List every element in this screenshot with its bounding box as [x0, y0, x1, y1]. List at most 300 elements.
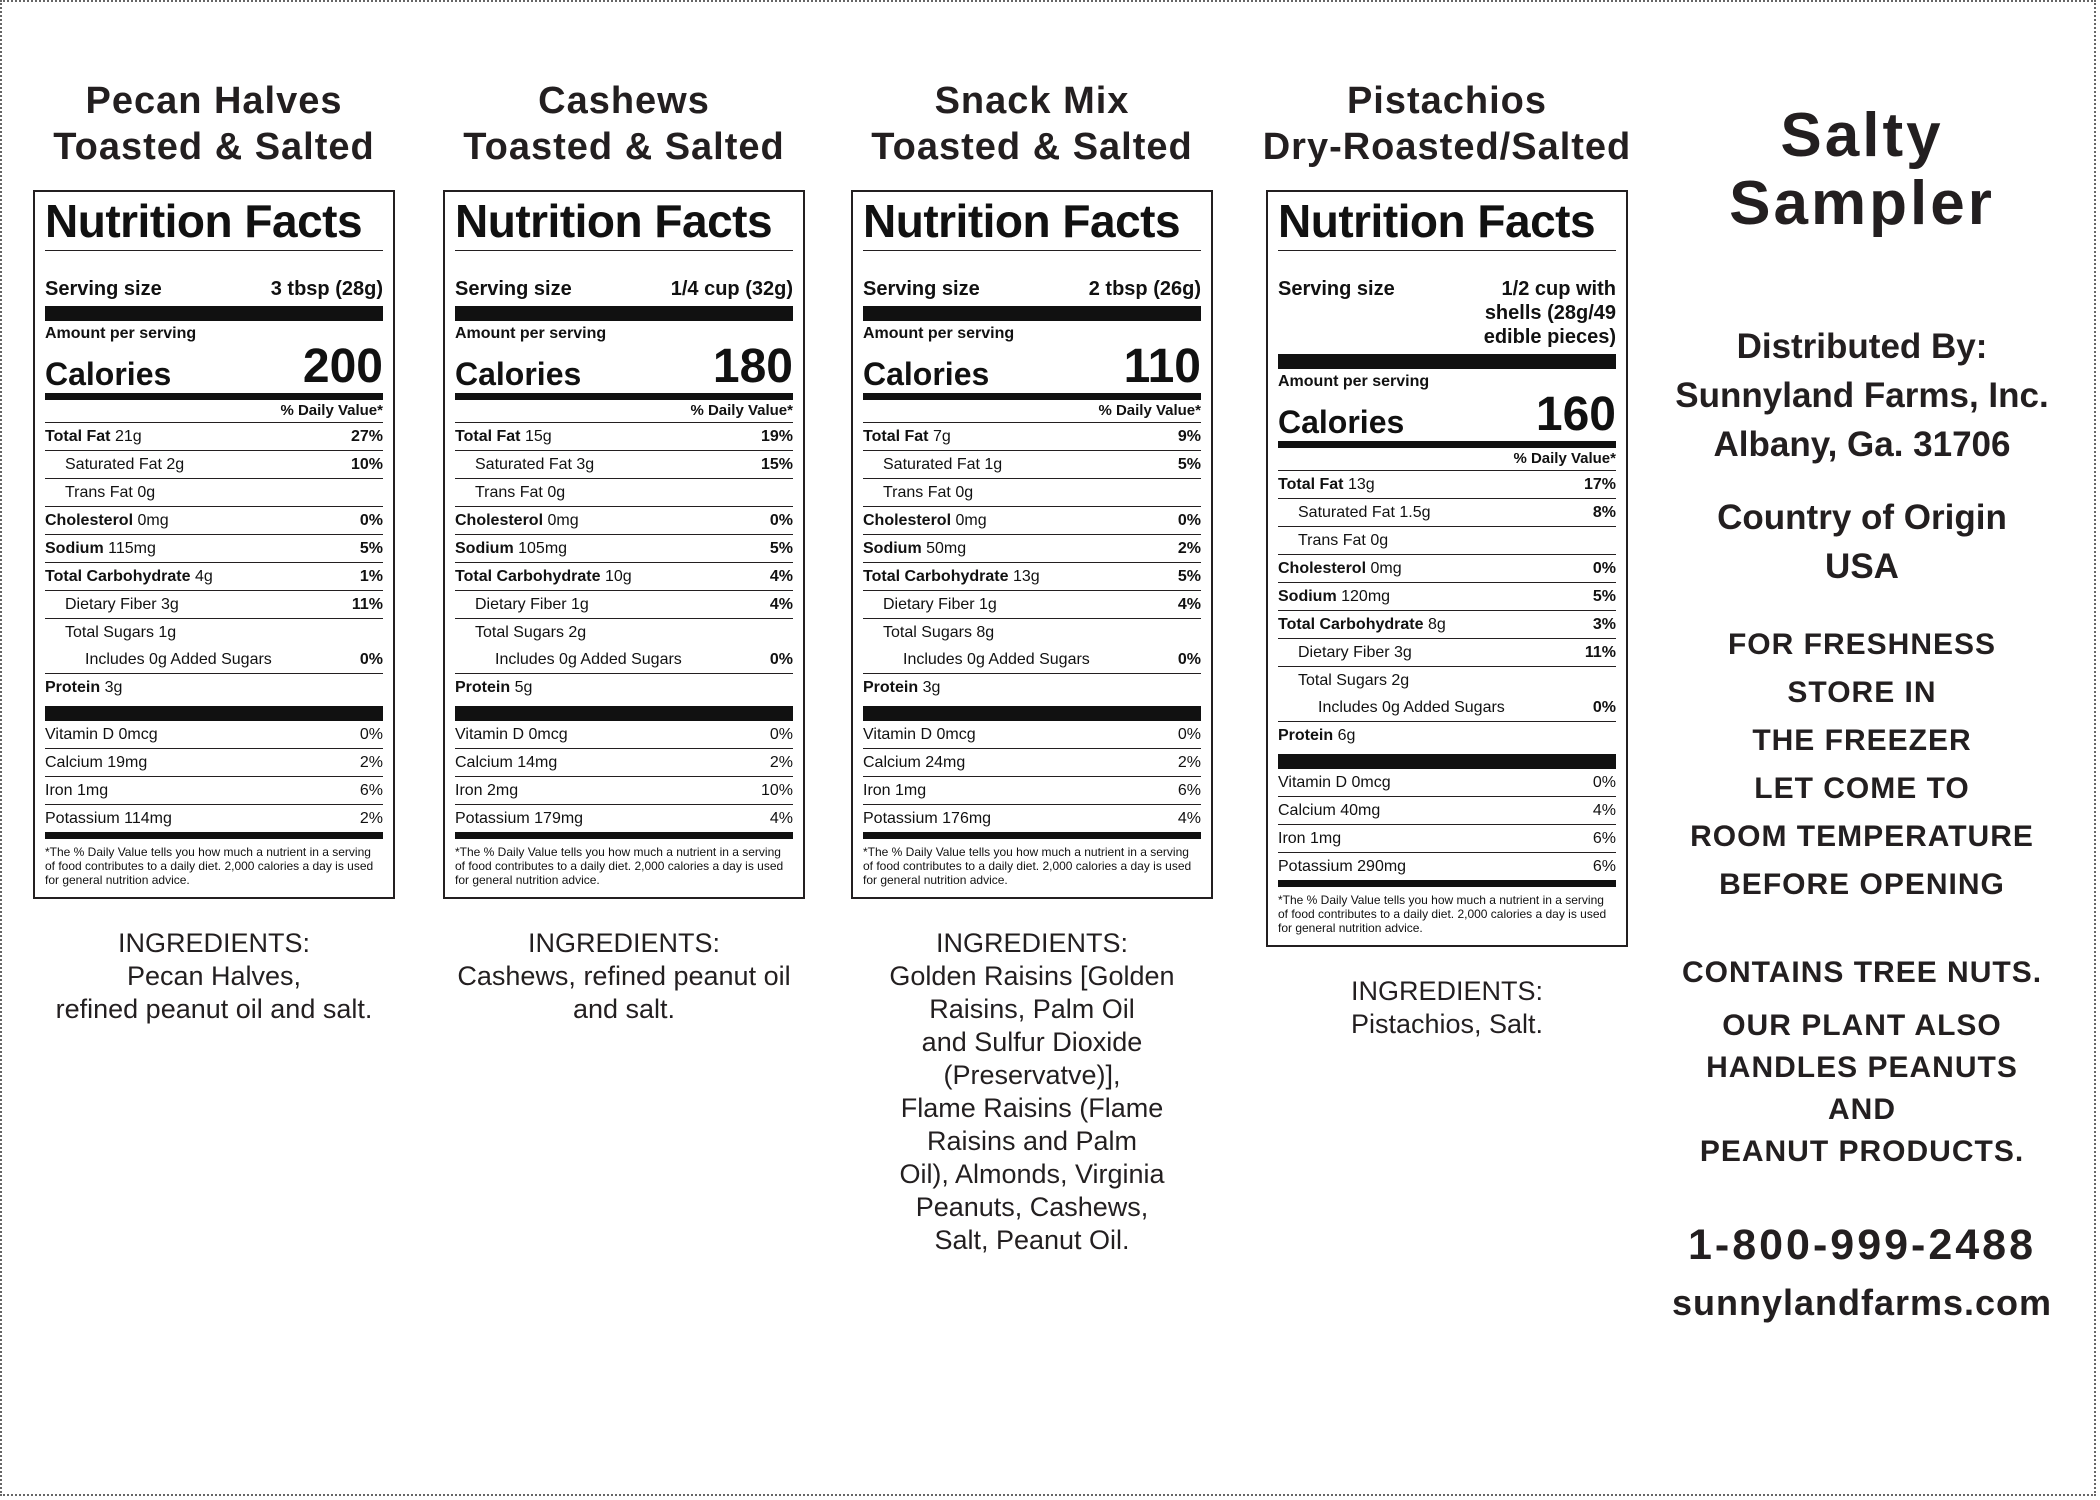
ingredients-line: Raisins and Palm — [926, 1126, 1138, 1156]
calories-value: 160 — [1535, 388, 1616, 441]
nutrient-name — [45, 423, 142, 450]
nutrient-daily-value: 19% — [760, 428, 793, 445]
daily-value-footnote: *The % Daily Value tells you how much a nutrient in a serving of food contributes to a daily diet. 2,000 calories a day is used for general nutrition advice. — [863, 845, 1192, 887]
ingredients-line: Pistachios, Salt. — [1350, 1009, 1544, 1039]
protein-row — [863, 674, 1201, 721]
vitamin-row — [1278, 769, 1616, 797]
nutrient-name — [45, 451, 184, 478]
calories-value: 200 — [302, 340, 383, 393]
origin-line: USA — [1825, 547, 1899, 586]
protein-amount: 3g — [104, 679, 123, 696]
nutrient-label: Cholesterol — [455, 512, 544, 529]
vitamin-row — [863, 749, 1201, 777]
nutrient-name — [45, 563, 213, 590]
vitamin-amount: 0mcg — [936, 726, 976, 743]
nutrient-label: Total Fat — [455, 428, 521, 445]
nutrient-amount: 1g — [979, 596, 997, 613]
vitamin-daily-value: 10% — [760, 782, 793, 799]
distributor-block — [1647, 322, 2077, 469]
nutrient-label: Saturated Fat — [475, 456, 572, 473]
nutrient-name — [863, 479, 973, 506]
daily-value-footnote: *The % Daily Value tells you how much a nutrient in a serving of food contributes to a daily diet. 2,000 calories a day is used for general nutrition advice. — [455, 845, 784, 887]
daily-value-header: % Daily Value* — [45, 400, 383, 423]
vitamin-daily-value: 4% — [769, 810, 793, 827]
product-title-line: Toasted & Salted — [53, 126, 375, 168]
nutrient-row — [1278, 555, 1616, 583]
vitamin-label: Iron — [455, 782, 483, 799]
vitamin-name — [863, 749, 965, 776]
storage-instructions — [1647, 621, 2077, 909]
protein-amount: 6g — [1337, 727, 1356, 744]
nutrition-facts-panel — [851, 190, 1213, 899]
vitamin-daily-value: 6% — [1177, 782, 1201, 799]
nutrient-daily-value: 4% — [769, 568, 793, 585]
ingredients-block — [439, 927, 809, 1026]
product-title — [29, 78, 399, 170]
nutrient-name — [455, 423, 552, 450]
nutrient-daily-value: 5% — [1177, 568, 1201, 585]
vitamin-daily-value: 2% — [359, 754, 383, 771]
nutrient-amount: 3g — [1394, 644, 1412, 661]
vitamin-daily-value: 6% — [1592, 830, 1616, 847]
amount-per-serving: Amount per serving — [1278, 373, 1430, 390]
storage-line: FOR FRESHNESS — [1727, 628, 1997, 661]
distributor-line: Albany, Ga. 31706 — [1713, 425, 2011, 464]
nutrient-amount: 0mg — [547, 512, 579, 529]
calories-value: 110 — [1123, 340, 1201, 393]
vitamin-daily-value: 2% — [769, 754, 793, 771]
vitamin-row — [455, 749, 793, 777]
vitamin-name — [45, 749, 147, 776]
sidebar-info — [1647, 2, 2077, 1325]
serving-size-value — [1484, 277, 1616, 349]
vitamin-row — [863, 721, 1201, 749]
phone-number: 1-800-999-2488 — [1687, 1221, 2037, 1269]
ingredients-block — [29, 927, 399, 1026]
vitamin-row — [45, 749, 383, 777]
vitamin-name — [863, 721, 976, 748]
vitamin-label: Potassium — [863, 810, 938, 827]
vitamin-row — [863, 777, 1201, 805]
nutrient-row — [863, 535, 1201, 563]
nutrient-amount: 2g — [568, 624, 587, 641]
nutrient-row — [45, 563, 383, 591]
vitamin-amount: 1mg — [895, 782, 927, 799]
vitamin-amount: 1mg — [77, 782, 109, 799]
nutrient-amount: 1g — [984, 456, 1003, 473]
nutrient-amount: 105mg — [518, 540, 568, 557]
vitamin-row — [45, 805, 383, 839]
vitamin-label: Iron — [863, 782, 891, 799]
nutrient-amount: 4g — [194, 568, 213, 585]
product-title — [439, 78, 809, 170]
nutrient-row — [45, 535, 383, 563]
daily-value-header: % Daily Value* — [863, 400, 1201, 423]
nutrient-name — [455, 451, 594, 478]
nutrient-row — [1278, 667, 1616, 694]
nutrient-row — [1278, 583, 1616, 611]
distributor-line: Sunnyland Farms, Inc. — [1675, 376, 2049, 415]
vitamin-label: Potassium — [455, 810, 530, 827]
brand-title — [1647, 102, 2077, 238]
nutrient-name — [45, 479, 155, 506]
nutrient-label: Total Carbohydrate — [455, 568, 601, 585]
nutrient-amount: 2g — [1391, 672, 1410, 689]
vitamin-name — [1278, 769, 1391, 796]
ingredients-line: Raisins, Palm Oil — [929, 994, 1135, 1024]
vitamin-row — [1278, 797, 1616, 825]
nutrient-label: Trans Fat — [475, 484, 543, 501]
nutrient-name — [863, 507, 987, 534]
nutrient-amount: 13g — [1347, 476, 1375, 493]
nutrient-label: Trans Fat — [883, 484, 951, 501]
vitamin-row — [863, 805, 1201, 839]
plant-line: AND — [1828, 1093, 1896, 1126]
nutrient-amount: 0g — [547, 484, 566, 501]
product-column-pistachios — [1262, 2, 1632, 1041]
vitamin-amount: 290mg — [1357, 858, 1407, 875]
nutrient-row — [455, 535, 793, 563]
nutrition-facts-title: Nutrition Facts — [1278, 194, 1616, 251]
nutrient-daily-value: 0% — [1592, 699, 1616, 716]
product-title-line: Pistachios — [1346, 80, 1548, 122]
vitamin-name — [455, 749, 557, 776]
vitamin-row — [1278, 825, 1616, 853]
nutrient-amount: 0mg — [955, 512, 987, 529]
nutrient-amount: 8g — [1427, 616, 1446, 633]
nutrient-row — [1278, 471, 1616, 499]
vitamin-label: Potassium — [45, 810, 120, 827]
nutrient-daily-value: 0% — [769, 512, 793, 529]
nutrient-row — [1278, 499, 1616, 527]
serving-size-line: 3 tbsp (28g) — [270, 278, 383, 300]
vitamin-amount: 24mg — [925, 754, 966, 771]
nutrient-label: Total Sugars — [475, 624, 564, 641]
vitamin-label: Vitamin D — [455, 726, 525, 743]
nutrient-amount: 0mg — [137, 512, 169, 529]
vitamin-daily-value: 0% — [769, 726, 793, 743]
storage-line: THE FREEZER — [1752, 724, 1972, 757]
ingredients-line: Oil), Almonds, Virginia — [899, 1159, 1165, 1189]
protein-row — [1278, 722, 1616, 769]
nutrient-name — [45, 619, 176, 646]
nutrient-daily-value: 5% — [1592, 588, 1616, 605]
nutrient-row — [45, 591, 383, 619]
nutrient-label: Total Fat — [45, 428, 111, 445]
serving-size-label: Serving size — [1278, 278, 1395, 300]
nutrition-facts-panel — [1266, 190, 1628, 947]
vitamin-amount: 19mg — [107, 754, 148, 771]
serving-size-row — [863, 277, 1201, 321]
nutrient-amount: 10g — [604, 568, 632, 585]
calories-row — [455, 340, 793, 400]
nutrient-label: Includes 0g Added Sugars — [85, 651, 272, 668]
nutrient-label: Sodium — [1278, 588, 1337, 605]
vitamin-name — [45, 805, 172, 832]
calories-label: Calories — [1278, 404, 1405, 440]
nutrient-name — [45, 591, 179, 618]
plant-statement — [1647, 1005, 2077, 1173]
nutrient-amount: 21g — [114, 428, 142, 445]
nutrient-name — [1278, 667, 1409, 694]
vitamin-amount: 114mg — [124, 810, 172, 827]
nutrient-name — [1278, 694, 1505, 721]
nutrient-row — [45, 619, 383, 646]
storage-line: STORE IN — [1787, 676, 1937, 709]
nutrient-label: Trans Fat — [65, 484, 133, 501]
nutrient-label: Cholesterol — [863, 512, 952, 529]
nutrient-amount: 0mg — [1370, 560, 1402, 577]
nutrient-daily-value: 0% — [769, 651, 793, 668]
nutrient-label: Total Sugars — [65, 624, 154, 641]
vitamin-amount: 0mcg — [528, 726, 568, 743]
product-column-cashews — [439, 2, 809, 1026]
nutrient-label: Dietary Fiber — [65, 596, 157, 613]
vitamin-daily-value: 4% — [1177, 810, 1201, 827]
calories-label: Calories — [45, 356, 172, 392]
vitamin-amount: 1mg — [1310, 830, 1342, 847]
amount-per-serving: Amount per serving — [45, 325, 197, 342]
nutrient-row — [455, 423, 793, 451]
serving-size-value — [1089, 277, 1201, 301]
vitamin-name — [1278, 825, 1341, 852]
vitamin-daily-value: 0% — [1592, 774, 1616, 791]
ingredients-label: INGREDIENTS: — [1350, 976, 1544, 1006]
nutrient-row — [45, 451, 383, 479]
nutrient-name — [863, 535, 966, 562]
nutrient-amount: 120mg — [1341, 588, 1391, 605]
ingredients-line: Peanuts, Cashews, — [915, 1192, 1149, 1222]
vitamin-amount: 176mg — [942, 810, 992, 827]
product-column-pecan-halves — [29, 2, 399, 1026]
serving-size-line: 1/4 cup (32g) — [670, 278, 793, 300]
vitamin-row — [45, 721, 383, 749]
nutrient-amount: 0g — [1370, 532, 1389, 549]
calories-label: Calories — [455, 356, 582, 392]
ingredients-label: INGREDIENTS: — [117, 928, 311, 958]
serving-size-row — [455, 277, 793, 321]
nutrient-row — [45, 646, 383, 674]
nutrient-name — [863, 591, 997, 618]
nutrient-label: Total Sugars — [1298, 672, 1387, 689]
nutrient-label: Saturated Fat — [883, 456, 980, 473]
nutrient-name — [863, 563, 1040, 590]
nutrient-label: Saturated Fat — [1298, 504, 1395, 521]
vitamin-row — [455, 805, 793, 839]
nutrient-label: Sodium — [863, 540, 922, 557]
nutrient-row — [455, 591, 793, 619]
nutrient-name — [863, 619, 994, 646]
vitamin-amount: 40mg — [1340, 802, 1381, 819]
nutrient-row — [863, 563, 1201, 591]
vitamin-name — [455, 721, 568, 748]
vitamin-label: Vitamin D — [863, 726, 933, 743]
nutrient-daily-value: 0% — [359, 512, 383, 529]
nutrition-facts-panel — [443, 190, 805, 899]
daily-value-header: % Daily Value* — [455, 400, 793, 423]
protein-row — [455, 674, 793, 721]
allergen-statement: CONTAINS TREE NUTS. — [1681, 956, 2043, 989]
nutrient-daily-value: 5% — [769, 540, 793, 557]
vitamin-amount: 0mcg — [118, 726, 158, 743]
nutrient-row — [1278, 639, 1616, 667]
nutrient-name — [455, 591, 589, 618]
nutrient-name — [455, 646, 682, 673]
nutrient-name — [1278, 527, 1388, 554]
storage-line: LET COME TO — [1754, 772, 1970, 805]
nutrient-amount: 13g — [1012, 568, 1040, 585]
nutrient-daily-value: 10% — [350, 456, 383, 473]
storage-line: ROOM TEMPERATURE — [1690, 820, 2034, 853]
ingredients-line: Golden Raisins [Golden — [889, 961, 1175, 991]
product-title-line: Cashews — [538, 80, 710, 122]
nutrient-label: Total Fat — [1278, 476, 1344, 493]
nutrient-name — [455, 507, 579, 534]
nutrient-daily-value: 4% — [769, 596, 793, 613]
calories-row — [45, 340, 383, 400]
nutrient-daily-value: 0% — [359, 651, 383, 668]
serving-size-line: 2 tbsp (26g) — [1088, 278, 1201, 300]
ingredients-line: and salt. — [572, 994, 676, 1024]
nutrient-daily-value: 3% — [1592, 616, 1616, 633]
plant-line: OUR PLANT ALSO — [1722, 1009, 2002, 1042]
nutrient-name — [45, 507, 169, 534]
nutrient-row — [863, 507, 1201, 535]
vitamin-label: Vitamin D — [1278, 774, 1348, 791]
product-title-line: Snack Mix — [934, 80, 1130, 122]
ingredients-label: INGREDIENTS: — [935, 928, 1129, 958]
nutrient-row — [45, 423, 383, 451]
nutrient-daily-value: 4% — [1177, 596, 1201, 613]
nutrient-amount: 115mg — [108, 540, 156, 557]
amount-per-serving: Amount per serving — [863, 325, 1015, 342]
vitamin-name — [455, 805, 583, 832]
ingredients-block — [1262, 975, 1632, 1041]
nutrition-facts-title: Nutrition Facts — [45, 194, 383, 251]
vitamin-label: Vitamin D — [45, 726, 115, 743]
nutrient-label: Includes 0g Added Sugars — [495, 651, 682, 668]
vitamin-name — [863, 805, 991, 832]
storage-line: BEFORE OPENING — [1719, 868, 2005, 901]
nutrient-name — [1278, 471, 1375, 498]
nutrient-name — [1278, 499, 1431, 526]
nutrient-name — [863, 646, 1090, 673]
nutrient-label: Dietary Fiber — [1298, 644, 1390, 661]
ingredients-line: (Preservatve)], — [943, 1060, 1121, 1090]
vitamin-row — [1278, 853, 1616, 887]
vitamin-label: Iron — [45, 782, 73, 799]
serving-size-line: edible pieces) — [1483, 326, 1616, 348]
nutrient-row — [455, 563, 793, 591]
origin-line: Country of Origin — [1717, 498, 2007, 537]
calories-row — [863, 340, 1201, 400]
nutrient-daily-value: 11% — [1584, 644, 1616, 661]
nutrient-name — [1278, 555, 1402, 582]
serving-size-line: 1/2 cup with — [1501, 278, 1616, 300]
calories-label: Calories — [863, 356, 990, 392]
nutrient-amount: 50mg — [926, 540, 967, 557]
nutrient-daily-value: 8% — [1592, 504, 1616, 521]
nutrient-label: Includes 0g Added Sugars — [1318, 699, 1505, 716]
serving-size-label: Serving size — [45, 278, 162, 300]
vitamin-amount: 179mg — [534, 810, 584, 827]
vitamin-label: Iron — [1278, 830, 1306, 847]
nutrient-row — [863, 646, 1201, 674]
nutrient-name — [455, 535, 567, 562]
nutrient-label: Total Fat — [863, 428, 929, 445]
vitamin-row — [455, 777, 793, 805]
nutrient-amount: 0g — [137, 484, 156, 501]
nutrient-row — [1278, 527, 1616, 555]
nutrient-name — [1278, 611, 1446, 638]
ingredients-line: Cashews, refined peanut oil — [457, 961, 791, 991]
daily-value-footnote: *The % Daily Value tells you how much a nutrient in a serving of food contributes to a daily diet. 2,000 calories a day is used for general nutrition advice. — [45, 845, 374, 887]
product-title — [1262, 78, 1632, 170]
nutrition-facts-title: Nutrition Facts — [863, 194, 1201, 251]
ingredients-block — [847, 927, 1217, 1257]
nutrient-amount: 1.5g — [1399, 504, 1431, 521]
nutrient-daily-value: 15% — [760, 456, 793, 473]
nutrient-daily-value: 0% — [1177, 651, 1201, 668]
nutrient-amount: 15g — [524, 428, 552, 445]
protein-label: Protein — [455, 679, 511, 696]
nutrient-daily-value: 2% — [1177, 540, 1201, 557]
vitamin-daily-value: 6% — [1592, 858, 1616, 875]
product-column-snack-mix — [847, 2, 1217, 1257]
nutrient-name — [863, 423, 951, 450]
vitamin-name — [1278, 797, 1380, 824]
vitamin-daily-value: 4% — [1592, 802, 1616, 819]
product-title-line: Dry-Roasted/Salted — [1262, 126, 1632, 168]
nutrient-daily-value: 1% — [359, 568, 383, 585]
protein-amount: 5g — [514, 679, 533, 696]
nutrient-row — [1278, 611, 1616, 639]
plant-line: HANDLES PEANUTS — [1706, 1051, 2018, 1084]
nutrient-row — [45, 507, 383, 535]
vitamin-daily-value: 6% — [359, 782, 383, 799]
nutrient-label: Total Sugars — [883, 624, 972, 641]
nutrient-amount: 0g — [955, 484, 974, 501]
nutrition-facts-panel — [33, 190, 395, 899]
nutrient-daily-value: 0% — [1592, 560, 1616, 577]
nutrient-amount: 1g — [158, 624, 177, 641]
nutrient-row — [863, 451, 1201, 479]
distributor-line: Distributed By: — [1736, 327, 1988, 366]
vitamin-daily-value: 2% — [359, 810, 383, 827]
nutrient-daily-value: 5% — [359, 540, 383, 557]
brand-line: Sampler — [1729, 169, 1995, 238]
vitamin-name — [1278, 853, 1406, 880]
ingredients-line: and Sulfur Dioxide — [921, 1027, 1143, 1057]
nutrient-daily-value: 5% — [1177, 456, 1201, 473]
nutrient-daily-value: 9% — [1177, 428, 1201, 445]
protein-label: Protein — [45, 679, 101, 696]
nutrient-row — [455, 507, 793, 535]
protein-amount: 3g — [922, 679, 941, 696]
serving-size-row — [1278, 277, 1616, 369]
serving-size-label: Serving size — [455, 278, 572, 300]
amount-per-serving: Amount per serving — [455, 325, 607, 342]
calories-value: 180 — [712, 340, 793, 393]
origin-block — [1647, 493, 2077, 591]
daily-value-header: % Daily Value* — [1278, 448, 1616, 471]
nutrient-row — [455, 451, 793, 479]
nutrient-label: Cholesterol — [45, 512, 134, 529]
nutrient-name — [1278, 639, 1412, 666]
nutrient-name — [45, 535, 156, 562]
vitamin-amount: 0mcg — [1351, 774, 1391, 791]
nutrient-row — [45, 479, 383, 507]
